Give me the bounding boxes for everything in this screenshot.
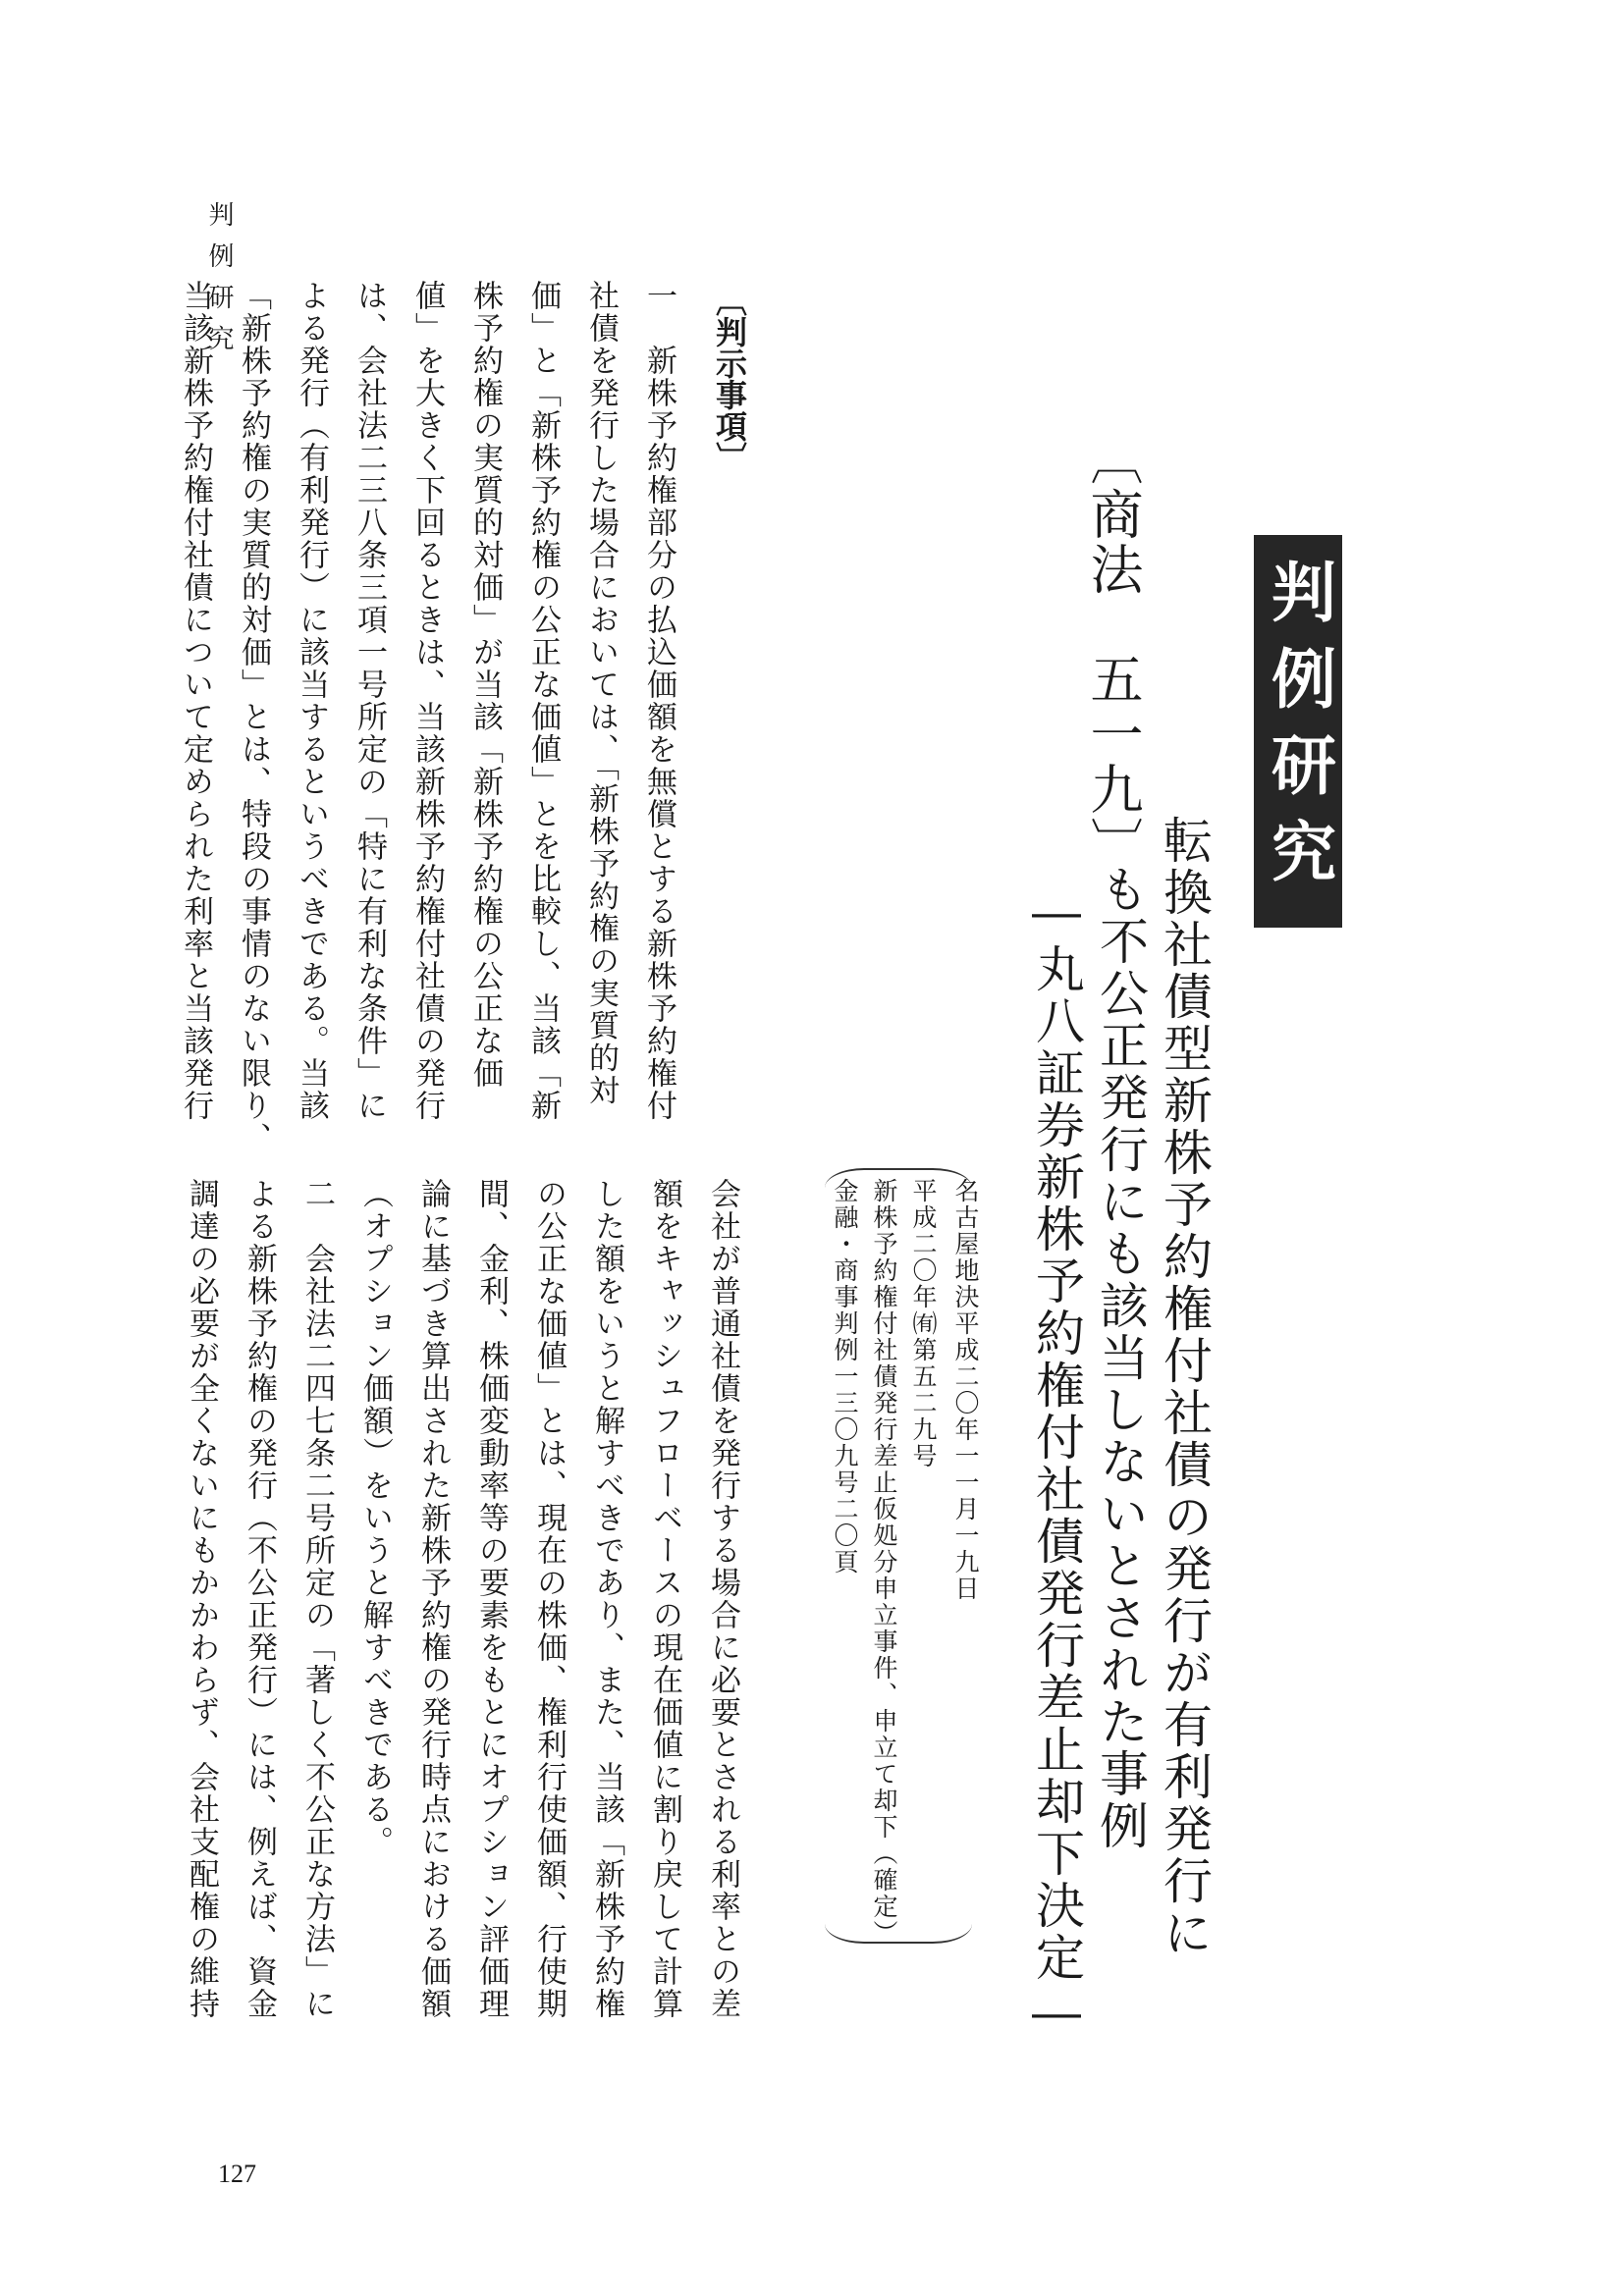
text-column: よる新株予約権の発行（不公正発行）には、例えば、資金 <box>242 1178 277 2020</box>
text-column: 額をキャッシュフローベースの現在価値に割り戻して計算 <box>647 1178 682 2020</box>
text-column: は、会社法二三八条三項一号所定の「特に有利な条件」に <box>352 280 387 1122</box>
title-line-1: 転換社債型新株予約権付社債の発行が有利発行に <box>1156 815 1213 1959</box>
case-meta-case-name: 新株予約権付社債発行差止仮処分申立事件、申立て却下（確定） <box>870 1178 898 1947</box>
text-column: 価」と「新株予約権の公正な価値」とを比較し、当該「新 <box>525 280 561 1122</box>
text-column: 間、金利、株価変動率等の要素をもとにオプション評価理 <box>473 1178 509 2020</box>
text-column: した額をいうと解すべきであり、また、当該「新株予約権 <box>589 1178 624 2020</box>
text-column: 株予約権の実質的対価」が当該「新株予約権の公正な価 <box>467 280 503 1090</box>
text-column: 値」を大きく下回るときは、当該新株予約権付社債の発行 <box>409 280 445 1122</box>
page-number: 127 <box>218 2160 256 2188</box>
case-meta-number: 平成二〇年㈲第五二九号 <box>909 1178 938 1469</box>
text-column: 「新株予約権の実質的対価」とは、特段の事情のない限り、 <box>236 280 271 1154</box>
text-column: （オプション価額）をいうと解すべきである。 <box>357 1178 393 1858</box>
text-column: 調達の必要が全くないにもかかわらず、会社支配権の維持 <box>184 1178 219 2020</box>
case-meta-source: 金融・商事判例一三〇九号二〇頁 <box>831 1178 859 1575</box>
case-meta-court: 名古屋地決平成二〇年一一月一九日 <box>951 1178 980 1602</box>
text-column: の公正な価値」とは、現在の株価、権利行使価額、行使期 <box>531 1178 567 2020</box>
text-column: 論に基づき算出された新株予約権の発行時点における価額 <box>415 1178 451 2020</box>
title-line-3: ―丸八証券新株予約権付社債発行差止却下決定― <box>1028 883 1085 2044</box>
section-label-box <box>1254 535 1342 928</box>
text-column: 社債を発行した場合においては、「新株予約権の実質的対 <box>583 280 619 1107</box>
section-label: 判例研究 <box>1260 559 1336 904</box>
running-head: 判例研究 <box>204 201 234 366</box>
text-column: 二 会社法二四七条二号所定の「著しく不公正な方法」に <box>299 1178 335 2020</box>
law-reference: 〔商法 五一九〕 <box>1082 432 1144 872</box>
title-line-2: も不公正発行にも該当しないとされた事例 <box>1092 864 1149 1852</box>
text-column: よる発行（有利発行）に該当するというべきである。当該 <box>294 280 329 1122</box>
section-heading: 〔判示事項〕 <box>711 285 748 473</box>
text-column: 一 新株予約権部分の払込価額を無償とする新株予約権付 <box>641 280 676 1122</box>
text-column: 会社が普通社債を発行する場合に必要とされる利率との差 <box>705 1178 740 2020</box>
text-column: 当該新株予約権付社債について定められた利率と当該発行 <box>178 280 213 1122</box>
